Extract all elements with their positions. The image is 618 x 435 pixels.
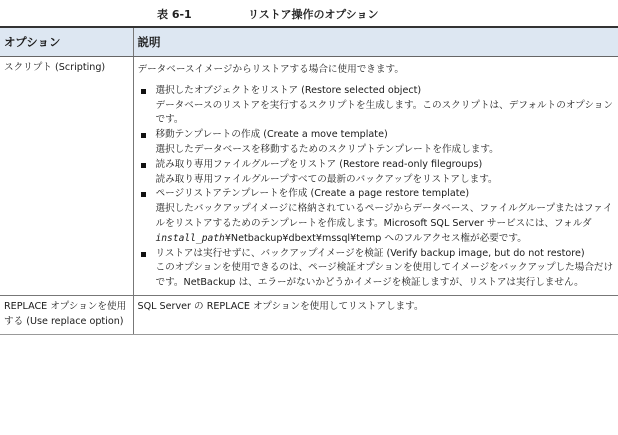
item-title: 移動テンプレートの作成 (Create a move template) [155, 129, 388, 141]
option-cell-scripting: スクリプト (Scripting) [0, 57, 133, 296]
column-header-option: オプション [0, 27, 133, 57]
item-description: 選択したデータベースを移動するためのスクリプトテンプレートを作成します。 [155, 143, 499, 155]
list-item [138, 128, 615, 158]
item-description [156, 202, 615, 246]
bullet-icon [141, 192, 146, 197]
description-text: 選択したバックアップイメージに格納されているページからデータベース、ファイルグループまたはファイルをリストアするためのテンプレートを作成します。Microsoft SQL Server サービスには、フォルダ [155, 203, 613, 229]
table-row [0, 295, 618, 334]
options-table [0, 26, 618, 335]
list-item [138, 158, 615, 188]
item-title: ページリストアテンプレートを作成 (Create a page restore template) [155, 188, 470, 200]
item-title: リストアは実行せずに、バックアップイメージを検証 (Verify backup image, but do not restore) [155, 247, 585, 259]
install-path-code: install_path [155, 232, 225, 244]
table-header-row [0, 27, 618, 57]
scripting-intro: データベースイメージからリストアする場合に使用できます。 [137, 64, 404, 75]
item-description: データベースのリストアを実行するスクリプトを生成します。このスクリプトは、デフォルトのオプションです。 [155, 99, 613, 126]
bullet-icon [141, 163, 146, 168]
description-cell-scripting [133, 57, 618, 296]
bullet-icon [141, 133, 146, 138]
description-text-end: へのフルアクセス権が必要です。 [381, 232, 527, 244]
option-cell-replace: REPLACE オプションを使用する (Use replace option) [0, 295, 133, 334]
scripting-option-list [138, 84, 615, 291]
description-cell-replace: SQL Server の REPLACE オプションを使用してリストアします。 [133, 295, 618, 334]
item-description: 読み取り専用ファイルグループすべての最新のバックアップをリストアします。 [155, 173, 498, 185]
table-number: 表 6-1 [157, 8, 192, 21]
item-title: 選択したオブジェクトをリストア (Restore selected object) [155, 84, 422, 96]
item-title: 読み取り専用ファイルグループをリストア (Restore read-only filegroups) [155, 158, 483, 170]
temp-path-text: ¥Netbackup¥dbext¥mssql¥temp [224, 232, 382, 244]
table-row [0, 57, 618, 296]
bullet-icon [141, 252, 146, 257]
column-header-description: 説明 [133, 27, 618, 57]
item-description: このオプションを使用できるのは、ページ検証オプションを使用してイメージをバックアップした場合だけです。NetBackup は、エラーがないかどうかイメージを検証しますが、リストアは実行しません。 [155, 262, 614, 289]
list-item [138, 84, 615, 128]
list-item [138, 187, 615, 246]
bullet-icon [141, 89, 146, 94]
table-title: リストア操作のオプション [248, 8, 379, 21]
list-item [138, 247, 615, 291]
